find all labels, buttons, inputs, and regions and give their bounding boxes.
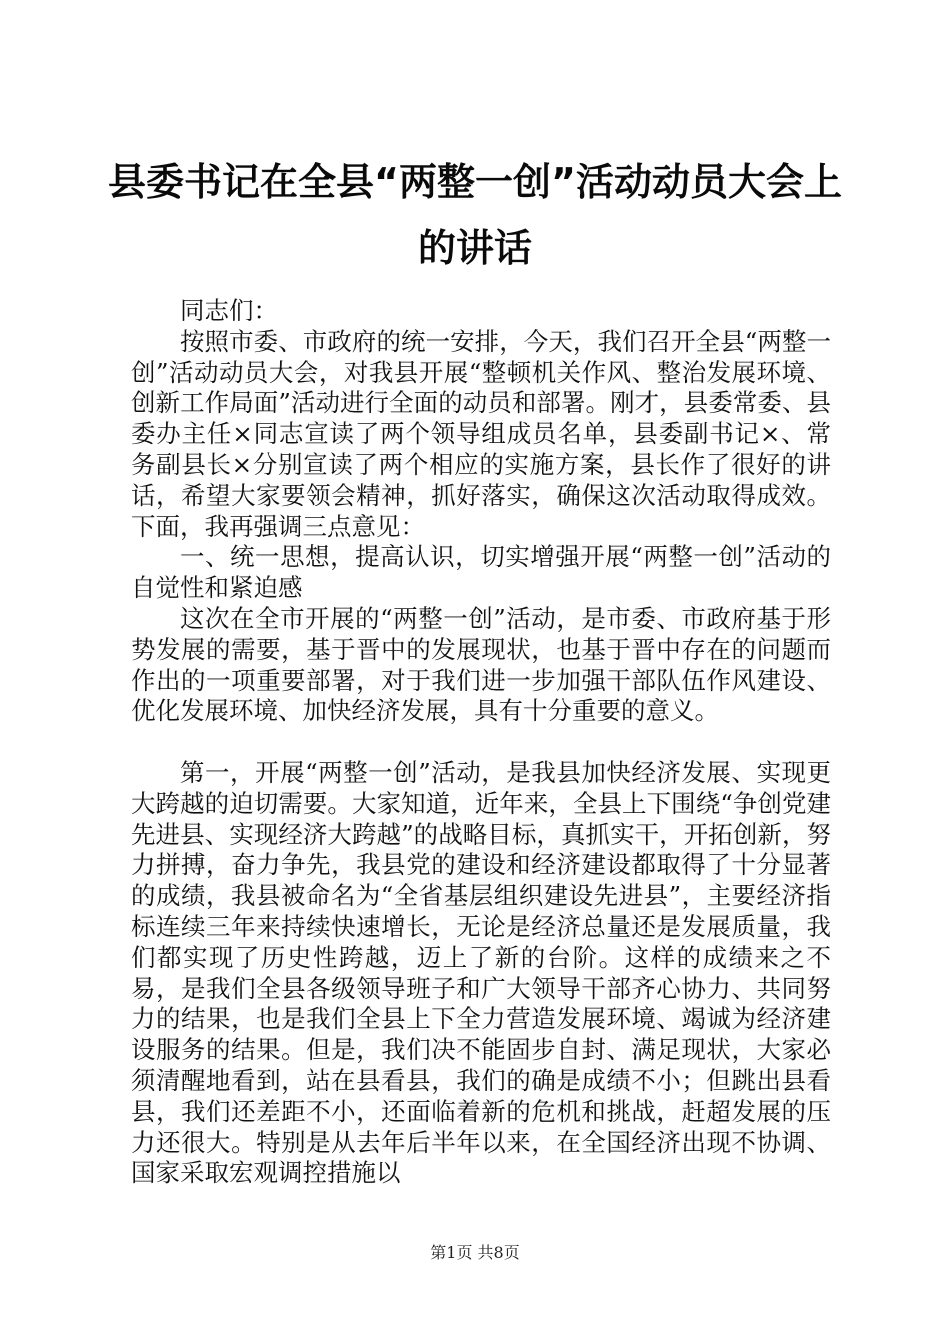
body-paragraph: 按照市委、市政府的统一安排，今天，我们召开全县“两整一创”活动动员大会，对我县开展“整顿机关作风、整治发展环境、创新工作局面”活动进行全面的动员和部署。刚才，县委常委、县委办主任×同志宣读了两个领导组成员名单，县委副书记×、常务副县长×分别宣读了两个相应的实施方案，县长作了很好的讲话，希望大家要领会精神，抓好落实，确保这次活动取得成效。下面，我再强调三点意见：: [131, 326, 831, 541]
body-paragraph: 这次在全市开展的“两整一创”活动，是市委、市政府基于形势发展的需要，基于晋中的发展现状，也基于晋中存在的问题而作出的一项重要部署，对于我们进一步加强干部队伍作风建设、优化发展环境、加快经济发展，具有十分重要的意义。: [131, 603, 831, 726]
title-line-1: 县委书记在全县“两整一创”活动动员大会上: [108, 160, 842, 204]
title-line-2: 的讲话: [417, 226, 532, 270]
salutation: 同志们：: [180, 296, 278, 325]
body-paragraph: 第一，开展“两整一创”活动，是我县加快经济发展、实现更大跨越的迫切需要。大家知道，近年来，全县上下围绕“争创党建先进县、实现经济大跨越”的战略目标，真抓实干，开拓创新，努力拼搏，奋力争先，我县党的建设和经济建设都取得了十分显著的成绩，我县被命名为“全省基层组织建设先进县”，主要经济指标连续三年来持续快速增长，无论是经济总量还是发展质量，我们都实现了历史性跨越，迈上了新的台阶。这样的成绩来之不易，是我们全县各级领导班子和广大领导干部齐心协力、共同努力的结果，也是我们全县上下全力营造发展环境、竭诚为经济建设服务的结果。但是，我们决不能固步自封、满足现状，大家必须清醒地看到，站在县看县，我们的确是成绩不小；但跳出县看县，我们还差距不小，还面临着新的危机和挑战，赶超发展的压力还很大。特别是从去年后半年以来，在全国经济出现不协调、国家采取宏观调控措施以: [131, 757, 831, 1188]
document-title: [100, 160, 850, 270]
section-heading: 一、统一思想，提高认识，切实增强开展“两整一创”活动的自觉性和紧迫感: [131, 542, 831, 603]
document-body: [131, 296, 831, 1189]
page-footer: 第1页 共8页: [430, 1243, 520, 1262]
